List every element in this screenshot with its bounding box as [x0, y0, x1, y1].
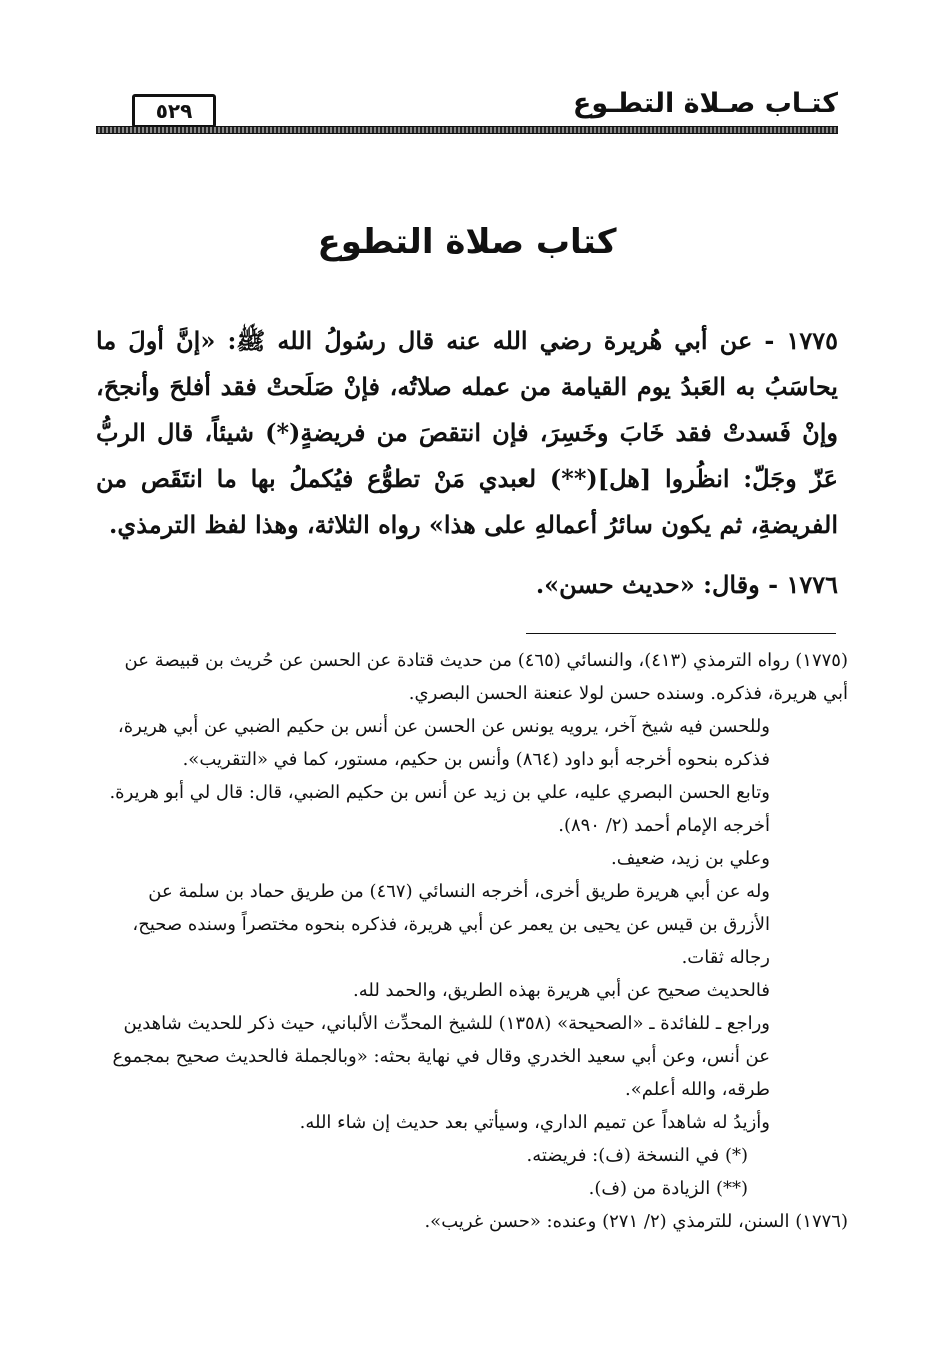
footnote-paragraph: وأزيدُ له شاهداً عن تميم الداري، وسيأتي بعد حديث إن شاء الله. [299, 1112, 770, 1133]
footnote-separator [526, 633, 836, 634]
footnote-variant-2: (**) الزيادة من (ف). [588, 1178, 748, 1199]
footnote-paragraph: وله عن أبي هريرة طريق أخرى، أخرجه النسائي (٤٦٧) من طريق حماد بن سلمة عن الأزرق بن قيس عن يحيى بن يعمر عن أبي هريرة، فذكره بنحوه مختصراً وسنده صحيح، رجاله ثقات. [132, 881, 770, 968]
header-divider [96, 126, 838, 134]
footnote-paragraph: فالحديث صحيح عن أبي هريرة بهذه الطريق، والحمد لله. [353, 980, 770, 1001]
footnote-paragraph: وعلي بن زيد، ضعيف. [611, 848, 770, 869]
hadith-1775: ١٧٧٥ - عن أبي هُريرة رضي الله عنه قال رسُولُ الله ﷺ: «إنَّ أولَ ما يحاسَبُ به العَبدُ يوم القيامة من عمله صلاتُه، فإنْ صَلَحتْ فقد أفلحَ وأنجحَ، وإنْ فَسدتْ فقد خَابَ وخَسِرَ، فإن انتقصَ من فريضةٍ(*) شيئاً، قال الربُّ عَزّ وجَلّ: انظُروا [هل](**) لعبدي مَنْ تطوُّع فيُكملُ بها ما انتَقَص من الفريضةِ، ثم يكون سائرُ أعمالهِ على هذا» رواه الثلاثة، وهذا لفظ الترمذي. [96, 326, 838, 539]
hadith-1776: ١٧٧٦ - وقال: «حديث حسن». [535, 570, 838, 599]
footnotes [96, 644, 848, 1238]
footnote-paragraph: وراجع ـ للفائدة ـ «الصحيحة» (١٣٥٨) للشيخ المحدِّث الألباني، حيث ذكر للحديث شاهدين عن أنس، وعن أبي سعيد الخدري وقال في نهاية بحثه: «وبالجملة فالحديث صحيح بمجموع طرقه، والله أعلم». [112, 1013, 770, 1100]
main-text [96, 318, 838, 608]
footnote-paragraph: وتابع الحسن البصري عليه، علي بن زيد عن أنس بن حكيم الضبي، قال: قال لي أبو هريرة. أخرجه الإمام أحمد (٢/ ٨٩٠). [109, 782, 770, 836]
footnote-1776: (١٧٧٦) السنن، للترمذي (٢/ ٢٧١) وعنده: «حسن غريب». [424, 1211, 848, 1232]
running-header [96, 88, 838, 138]
footnote-paragraph: وللحسن فيه شيخ آخر، يرويه يونس عن الحسن عن أنس بن حكيم الضبي عن أبي هريرة، فذكره بنحوه أخرجه أبو داود (٨٦٤) وأنس بن حكيم، مستور، كما في «التقريب». [117, 716, 770, 770]
page-number: ٥٢٩ [132, 94, 216, 128]
chapter-title: كتاب صلاة التطوع [317, 222, 617, 262]
footnote-variant-1: (*) في النسخة (ف): فريضته. [526, 1145, 748, 1166]
book-title: كتـاب صـلاة التطـوع [572, 88, 838, 119]
footnote-1775: (١٧٧٥) رواه الترمذي (٤١٣)، والنسائي (٤٦٥) من حديث قتادة عن الحسن عن حُريث بن قبيصة عن أبي هريرة، فذكره. وسنده حسن لولا عنعنة الحسن البصري. [124, 650, 848, 704]
